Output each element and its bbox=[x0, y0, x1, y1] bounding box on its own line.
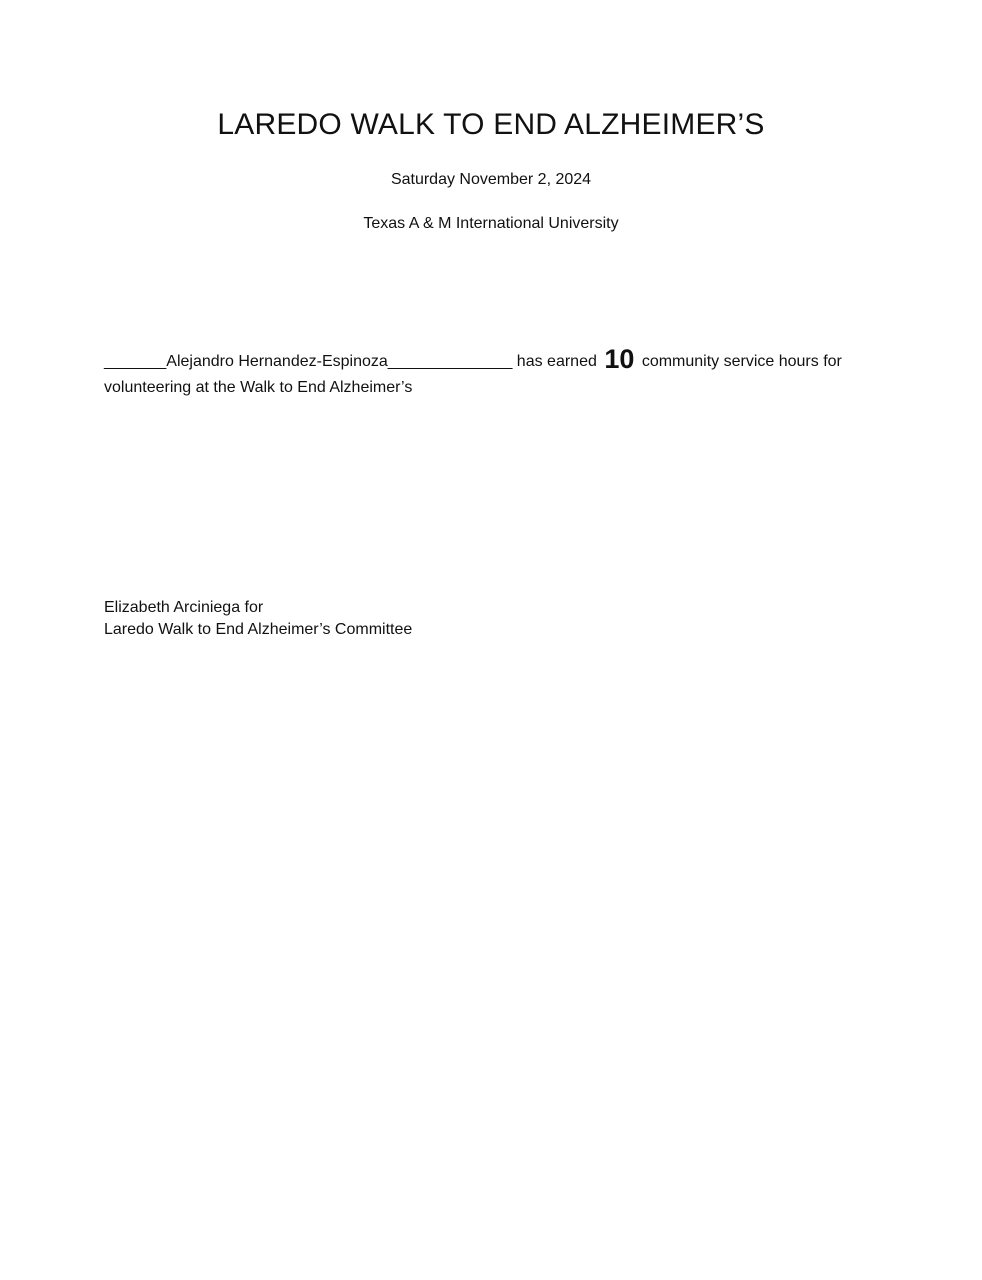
signature-block bbox=[104, 597, 412, 641]
earned-text: has earned bbox=[516, 353, 597, 370]
committee-line: Laredo Walk to End Alzheimer’s Committee bbox=[104, 621, 413, 638]
event-venue: Texas A & M International University bbox=[363, 215, 619, 232]
volunteering-text: volunteering at the Walk to End Alzheimer’s bbox=[104, 379, 413, 396]
service-hours-text: community service hours for bbox=[641, 353, 842, 370]
signer-line: Elizabeth Arciniega for bbox=[104, 599, 264, 616]
certificate-statement bbox=[104, 346, 904, 401]
recipient-name: Alejandro Hernandez-Espinoza bbox=[166, 353, 388, 370]
name-blank-leading: _______ bbox=[104, 353, 167, 370]
document-title: LAREDO WALK TO END ALZHEIMER’S bbox=[217, 108, 765, 141]
service-hours-count: 10 bbox=[604, 344, 635, 374]
name-blank-trailing: ______________ bbox=[387, 353, 513, 370]
event-date: Saturday November 2, 2024 bbox=[390, 171, 592, 188]
